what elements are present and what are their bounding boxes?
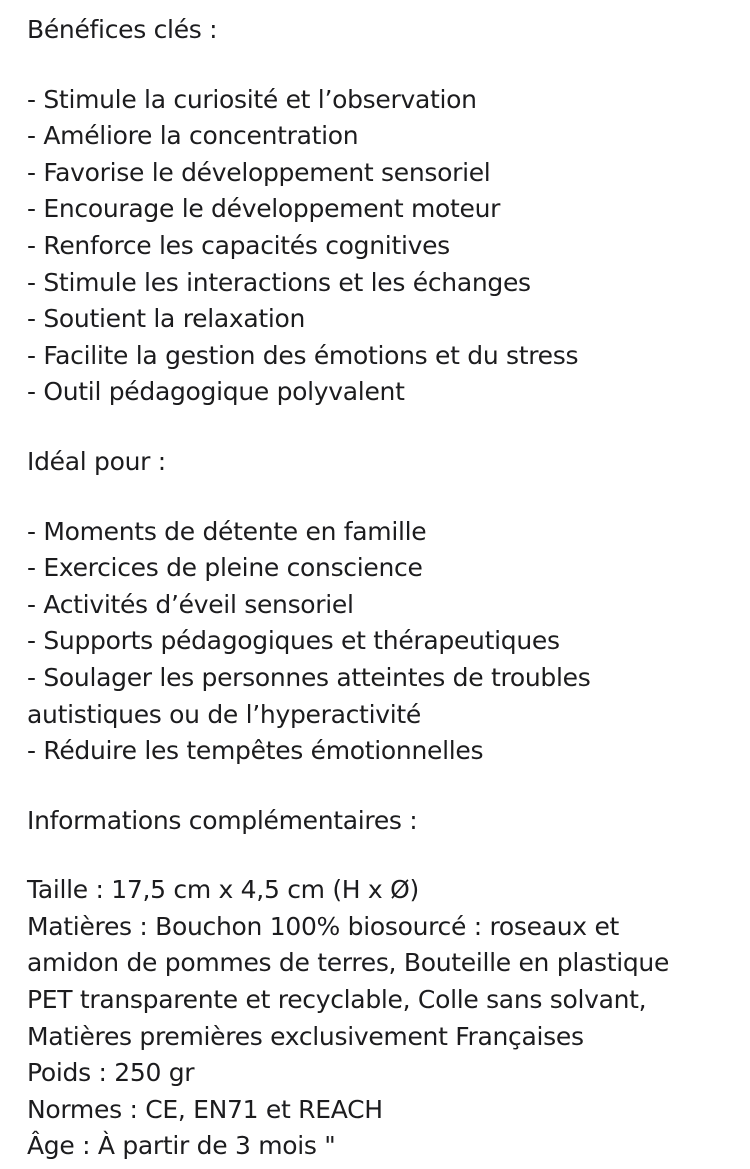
spacer (27, 839, 727, 872)
spacer (27, 770, 727, 803)
benefit-item: - Améliore la concentration (27, 121, 359, 151)
info-item: amidon de pommes de terres, Bouteille en plastique (27, 948, 670, 978)
product-description (27, 12, 727, 1165)
ideal-item: - Réduire les tempêtes émotionnelles (27, 736, 484, 766)
ideal-item: autistiques ou de l’hyperactivité (27, 699, 421, 729)
ideal-item: - Supports pédagogiques et thérapeutiques (27, 626, 560, 656)
benefit-item: - Outil pédagogique polyvalent (27, 377, 405, 407)
info-item: Matières : Bouchon 100% biosourcé : roseaux et (27, 911, 620, 941)
spacer (27, 481, 727, 514)
benefit-item: - Renforce les capacités cognitives (27, 230, 450, 260)
benefit-item: - Favorise le développement sensoriel (27, 157, 491, 187)
info-item: Taille : 17,5 cm x 4,5 cm (H x Ø) (27, 875, 419, 905)
info-item: Normes : CE, EN71 et REACH (27, 1094, 383, 1124)
benefit-item: - Encourage le développement moteur (27, 194, 501, 224)
ideal-heading: Idéal pour : (27, 446, 166, 476)
info-item: Matières premières exclusivement Françaises (27, 1021, 584, 1051)
benefit-item: - Stimule les interactions et les échanges (27, 267, 531, 297)
spacer (27, 49, 727, 82)
info-item: Poids : 250 gr (27, 1058, 195, 1088)
spacer (27, 411, 727, 444)
benefits-heading: Bénéfices clés : (27, 15, 218, 44)
infos-heading: Informations complémentaires : (27, 805, 418, 835)
ideal-item: - Moments de détente en famille (27, 516, 427, 546)
ideal-item: - Soulager les personnes atteintes de troubles (27, 662, 591, 692)
ideal-item: - Activités d’éveil sensoriel (27, 589, 354, 619)
info-item: Âge : À partir de 3 mois " (27, 1131, 336, 1161)
benefit-item: - Stimule la curiosité et l’observation (27, 84, 477, 114)
info-item: PET transparente et recyclable, Colle sans solvant, (27, 985, 647, 1015)
benefit-item: - Soutient la relaxation (27, 304, 306, 334)
benefit-item: - Facilite la gestion des émotions et du stress (27, 340, 579, 370)
ideal-item: - Exercices de pleine conscience (27, 553, 423, 583)
